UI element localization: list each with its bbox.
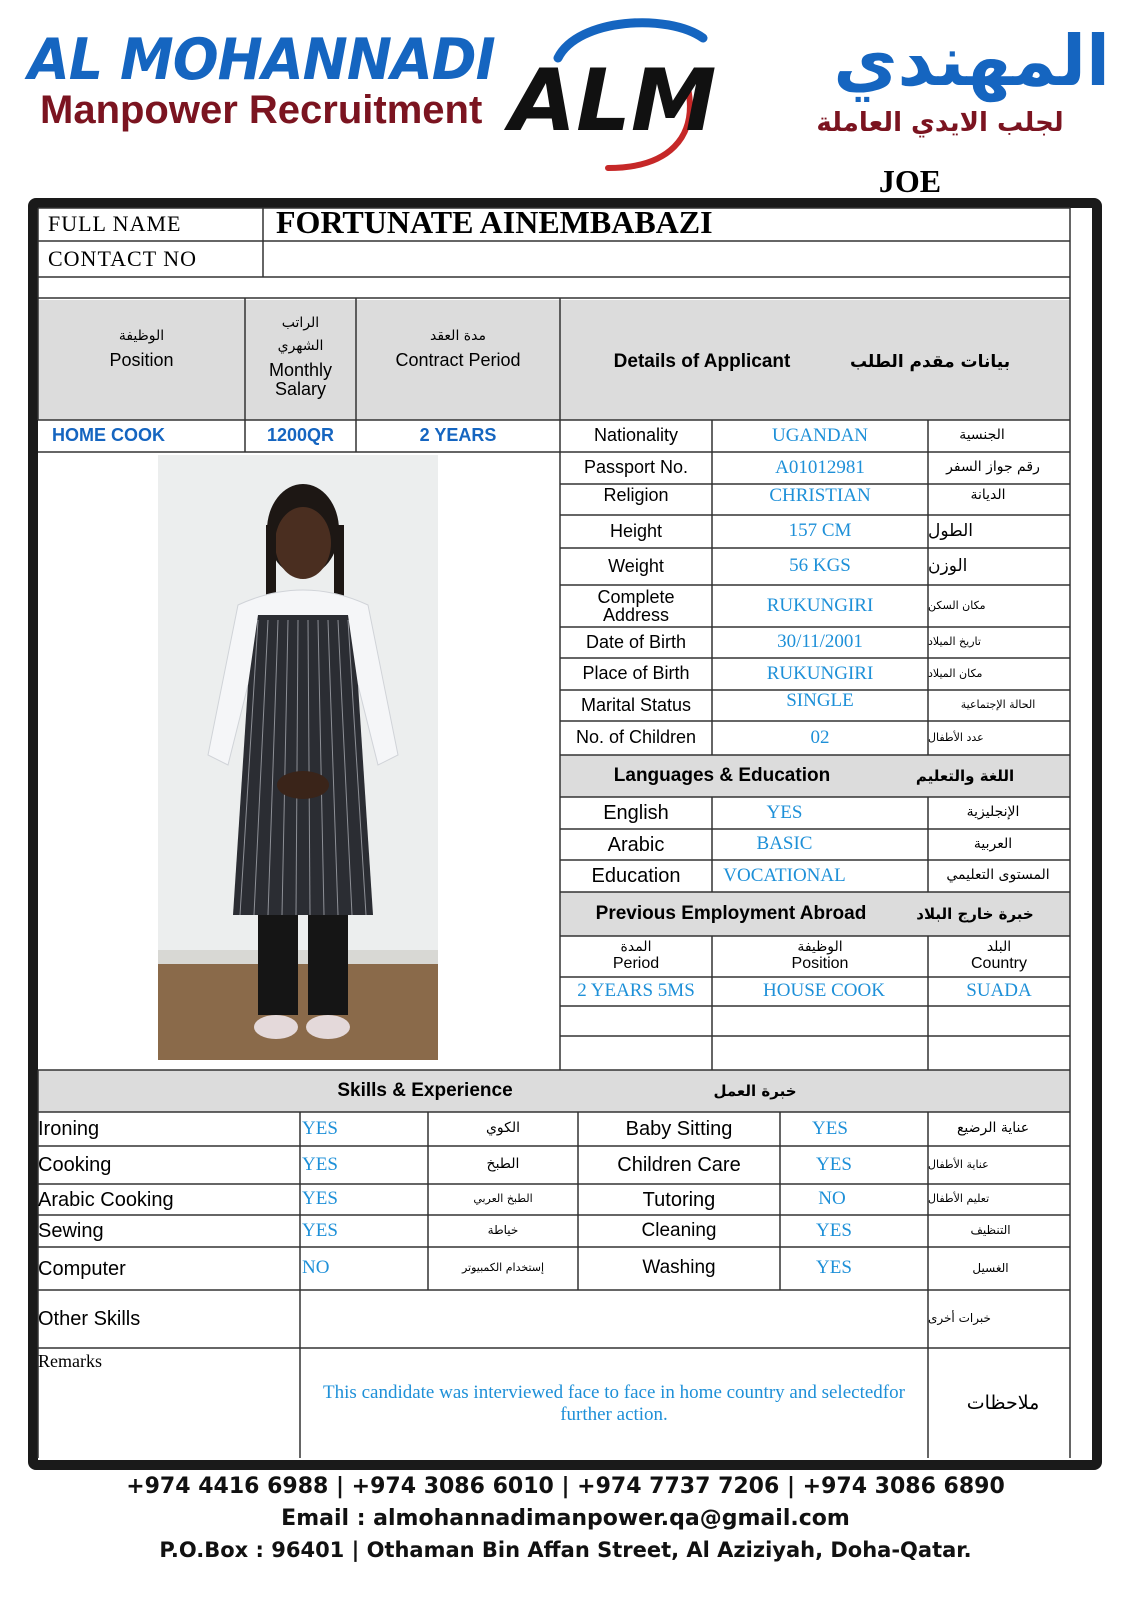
emp-position-header (712, 936, 928, 977)
skill-ironing-value: YES (302, 1117, 338, 1139)
contract-header-en: Contract Period (395, 349, 521, 370)
salary-header-ar-1: الراتب (281, 314, 320, 331)
applicant-photo (158, 455, 438, 1060)
applicant-title-ar: بيانات مقدم الطلب (849, 351, 1011, 372)
passport-value: A01012981 (775, 456, 865, 478)
remarks-ar: ملاحظات (966, 1391, 1040, 1414)
period-header-ar: المدة (620, 939, 652, 955)
skill-sewing-ar: خياطة (487, 1223, 519, 1238)
religion-label: Religion (603, 485, 669, 506)
nationality-value: UGANDAN (771, 424, 869, 446)
address-ar: مكان السكن (928, 598, 986, 612)
applicant-title-en: Details of Applicant (613, 350, 791, 372)
dob-value: 30/11/2001 (777, 631, 863, 653)
skills-title-en: Skills & Experience (337, 1079, 513, 1101)
position-header-ar: الوظيفة (118, 328, 165, 345)
skill-cleaning-label: Cleaning (641, 1219, 717, 1241)
religion-value: CHRISTIAN (769, 484, 871, 506)
employment-title-en: Previous Employment Abroad (595, 902, 867, 924)
skill-tutoring-value: NO (818, 1188, 846, 1210)
contract-header-ar: مدة العقد (430, 328, 486, 345)
period-header-en: Period (612, 955, 660, 973)
emp-position-value: HOUSE COOK (763, 980, 885, 1002)
pob-label: Place of Birth (582, 663, 690, 684)
address-label: Complete Address (597, 587, 675, 625)
children-value: 02 (810, 726, 830, 748)
skill-babysitting-value: YES (812, 1117, 848, 1139)
arabic-ar: العربية (973, 835, 1013, 852)
other-skills-ar: خبرات أخرى (928, 1311, 991, 1326)
weight-label: Weight (608, 555, 664, 576)
skill-computer-label: Computer (38, 1257, 126, 1280)
education-value: VOCATIONAL (723, 864, 846, 886)
nationality-label: Nationality (593, 425, 679, 446)
arabic-value: BASIC (756, 833, 813, 855)
skill-childrencare-label: Children Care (617, 1154, 741, 1176)
contact-no-value (276, 241, 1056, 277)
arabic-label: Arabic (607, 833, 665, 856)
skill-cooking-ar: الطبخ (486, 1156, 520, 1173)
footer-address: P.O.Box : 96401 | Othaman Bin Affan Street, Al Aziziyah, Doha-Qatar. (159, 1538, 972, 1562)
weight-ar: الوزن (928, 556, 968, 577)
skill-arabic-cooking-ar: الطبخ العربي (473, 1192, 533, 1206)
emp-country-value: SUADA (966, 980, 1032, 1002)
emp-position-header-ar: الوظيفة (797, 939, 843, 955)
english-value: YES (766, 801, 803, 823)
skill-computer-ar: إستخدام الكمبيوتر (461, 1261, 545, 1275)
skill-washing-label: Washing (642, 1257, 716, 1279)
religion-ar: الديانة (970, 487, 1006, 504)
footer-email: Email : almohannadimanpower.qa@gmail.com (281, 1506, 850, 1531)
period-header (560, 936, 712, 977)
skill-washing-ar: الغسيل (972, 1260, 1009, 1275)
country-header-ar: البلد (986, 939, 1012, 955)
height-ar: الطول (928, 521, 973, 542)
country-header (928, 936, 1070, 977)
skill-babysitting-ar: عناية الرضيع (956, 1120, 1030, 1137)
skill-washing-value: YES (816, 1257, 852, 1279)
brand-name-arabic: المهندي (833, 20, 1110, 102)
skill-childrencare-value: YES (816, 1153, 852, 1175)
logo-text: ALM (509, 51, 717, 151)
skill-arabic-cooking-label: Arabic Cooking (38, 1188, 174, 1211)
languages-title-en: Languages & Education (613, 764, 831, 786)
skill-cooking-label: Cooking (38, 1154, 112, 1176)
position-header (38, 320, 245, 380)
contact-no-label: CONTACT NO (48, 245, 198, 271)
education-ar: المستوى التعليمي (946, 867, 1050, 884)
height-value: 157 CM (788, 520, 852, 542)
skill-sewing-label: Sewing (38, 1220, 104, 1242)
dob-ar: تاريخ الميلاد (928, 635, 981, 649)
english-label: English (603, 802, 669, 824)
skill-cleaning-ar: التنظيف (970, 1223, 1011, 1238)
employment-title-ar: خبرة خارج البلاد (916, 904, 1034, 923)
brand-name-english: AL MOHANNADI (28, 26, 495, 93)
skill-cleaning-value: YES (816, 1219, 852, 1241)
brand-tagline-english: Manpower Recruitment (40, 88, 483, 132)
marital-label: Marital Status (580, 694, 692, 715)
brand-tagline-arabic: لجلب الايدي العاملة (816, 108, 1064, 138)
skill-sewing-value: YES (302, 1219, 338, 1241)
languages-title-ar: اللغة والتعليم (915, 766, 1015, 785)
country-header-en: Country (970, 955, 1028, 973)
dob-label: Date of Birth (585, 631, 687, 652)
salary-header (245, 303, 356, 413)
skill-arabic-cooking-value: YES (302, 1188, 338, 1210)
position-header-en: Position (109, 349, 174, 370)
passport-ar: رقم جواز السفر (946, 459, 1040, 476)
full-name-label: FULL NAME (48, 211, 182, 237)
agent-code: JOE (878, 163, 942, 199)
pob-value: RUKUNGIRI (766, 662, 874, 684)
emp-period-value: 2 YEARS 5MS (577, 980, 695, 1002)
full-name-value: FORTUNATE AINEMBABAZI (276, 204, 713, 241)
skill-tutoring-ar: تعليم الأطفال (928, 1192, 990, 1206)
salary-header-ar-2: الشهري (277, 338, 324, 355)
skill-computer-value: NO (302, 1257, 330, 1279)
other-skills-label: Other Skills (38, 1308, 141, 1330)
other-skills-value (300, 1290, 928, 1348)
weight-value: 56 KGS (789, 555, 851, 577)
footer-phones: +974 4416 6988 | +974 3086 6010 | +974 7737 7206 | +974 3086 6890 (126, 1474, 1005, 1499)
skills-title-ar: خبرة العمل (713, 1081, 797, 1100)
pob-ar: مكان الميلاد (928, 666, 983, 680)
salary-value: 1200QR (266, 425, 335, 446)
nationality-ar: الجنسية (959, 427, 1005, 444)
position-value: HOME COOK (52, 425, 166, 446)
salary-header-en-1: Monthly (268, 359, 333, 380)
remarks-label: Remarks (38, 1351, 102, 1372)
address-value: RUKUNGIRI (766, 594, 874, 616)
contract-value: 2 YEARS (419, 425, 497, 446)
skill-childrencare-ar: عناية الأطفال (928, 1157, 989, 1171)
emp-position-header-en: Position (791, 955, 849, 973)
children-ar: عدد الأطفال (928, 730, 984, 744)
passport-label: Passport No. (583, 457, 689, 478)
skill-ironing-ar: الكوي (485, 1120, 521, 1137)
skill-tutoring-label: Tutoring (642, 1188, 716, 1211)
marital-value: SINGLE (786, 690, 854, 712)
marital-ar: الحالة الإجتماعية (960, 698, 1036, 712)
skill-cooking-value: YES (302, 1153, 338, 1175)
salary-header-en-2: Salary (274, 379, 327, 400)
remarks-value: This candidate was interviewed face to face in home country and selectedfor further action. (323, 1382, 905, 1425)
english-ar: الإنجليزية (966, 804, 1020, 821)
education-label: Education (591, 865, 681, 887)
height-label: Height (609, 520, 663, 541)
skill-ironing-label: Ironing (38, 1118, 100, 1140)
contract-header (356, 320, 560, 380)
children-label: No. of Children (575, 727, 697, 748)
skill-babysitting-label: Baby Sitting (625, 1118, 733, 1140)
